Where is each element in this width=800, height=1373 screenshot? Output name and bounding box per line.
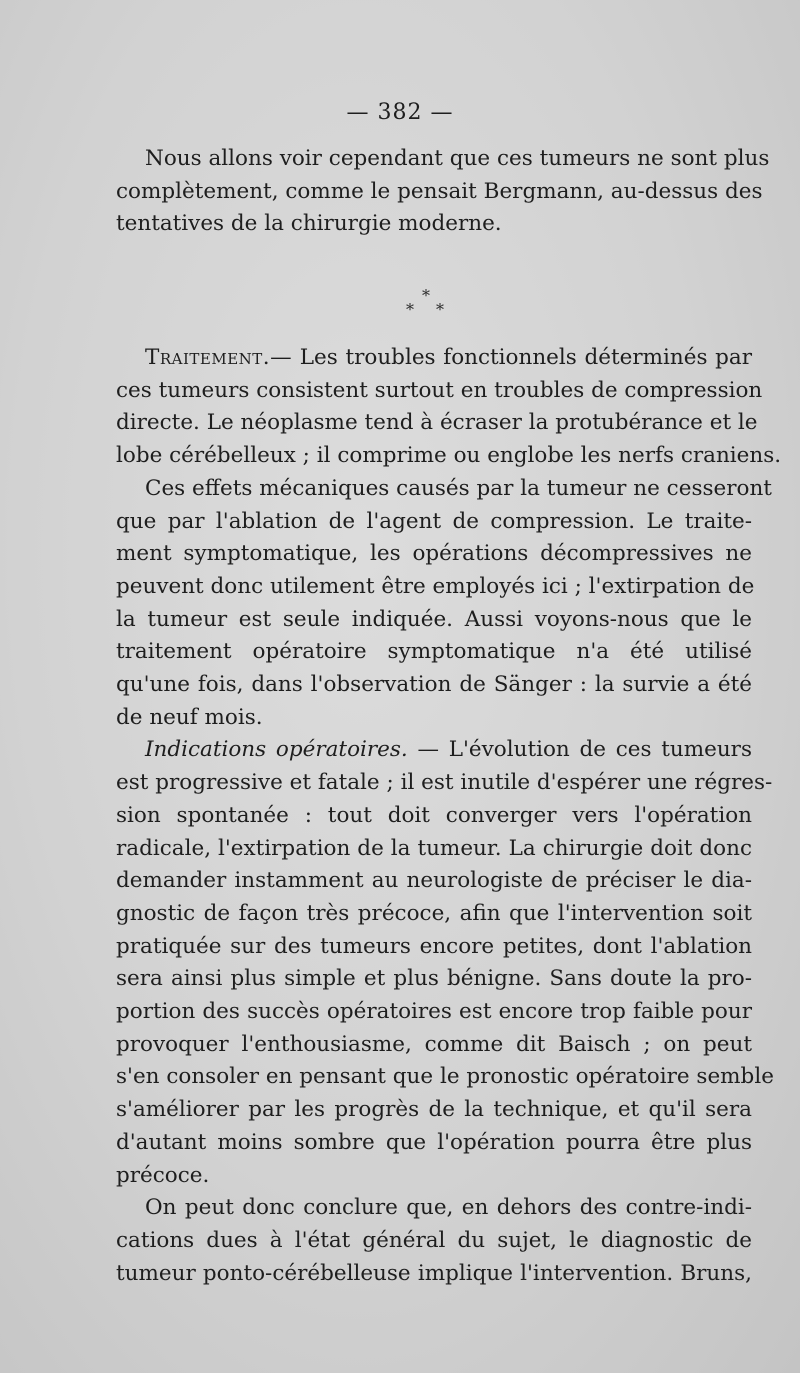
text-line: d'autant moins sombre que l'opération pourra être plus — [116, 1129, 752, 1155]
asterisk-mark: * — [436, 300, 444, 319]
text-line: Nous allons voir cependant que ces tumeurs ne sont plus — [145, 146, 770, 171]
text-line: demander instamment au neurologiste de préciser le dia- — [116, 868, 752, 894]
text-line: sera ainsi plus simple et plus bénigne. Sans doute la pro- — [116, 966, 752, 992]
text-line: directe. Le néoplasme tend à écraser la protubérance et le — [116, 410, 758, 436]
text-line: est progressive et fatale ; il est inutile d'espérer une régres- — [116, 770, 773, 796]
asterisk-mark: * — [422, 286, 430, 305]
section-heading-indications: Indications opératoires. — [145, 737, 408, 763]
text-line: sion spontanée : tout doit converger vers l'opération — [116, 802, 752, 828]
text-line: s'en consoler en pensant que le pronostic opératoire semble — [116, 1064, 774, 1090]
text-line: lobe cérébelleux ; il comprime ou englobe les nerfs craniens. — [116, 443, 782, 469]
text-fragment: — L'évolution de ces tumeurs — [407, 737, 752, 763]
asterisk-mark: * — [406, 300, 414, 319]
text-line: s'améliorer par les progrès de la technique, et qu'il sera — [116, 1097, 752, 1123]
section-heading-traitement: Traitement.— — [145, 345, 293, 370]
text-line: tumeur ponto-cérébelleuse implique l'intervention. Bruns, — [116, 1260, 752, 1286]
section-separator-asterism — [400, 286, 450, 326]
text-line: complètement, comme le pensait Bergmann, au-dessus des — [116, 178, 763, 204]
intro-paragraph — [116, 143, 770, 241]
text-line: que par l'ablation de l'agent de compression. Le traite- — [116, 508, 752, 534]
text-line: Ces effets mécaniques causés par la tumeur ne cesseront — [145, 475, 772, 501]
page-number: — 382 — — [346, 100, 454, 125]
text-fragment: Les troubles fonctionnels déterminés par — [292, 345, 752, 370]
text-line: provoquer l'enthousiasme, comme dit Baisch ; on peut — [116, 1031, 752, 1057]
text-line: précoce. — [116, 1162, 210, 1188]
text-line: ces tumeurs consistent surtout en troubles de compression — [116, 377, 763, 403]
text-line: de neuf mois. — [116, 704, 263, 730]
text-line: pratiquée sur des tumeurs encore petites, dont l'ablation — [116, 933, 752, 959]
text-line: On peut donc conclure que, en dehors des contre-indi- — [145, 1195, 752, 1221]
text-line: ment symptomatique, les opérations décompressives ne — [116, 541, 752, 567]
text-line: peuvent donc utilement être employés ici ; l'extirpation de — [116, 573, 755, 599]
text-line: portion des succès opératoires est encore trop faible pour — [116, 999, 752, 1025]
text-line: tentatives de la chirurgie moderne. — [116, 211, 502, 237]
text-line: traitement opératoire symptomatique n'a été utilisé — [116, 639, 752, 665]
indications-first-line — [116, 734, 752, 767]
text-line: la tumeur est seule indiquée. Aussi voyons-nous que le — [116, 606, 752, 632]
text-line: cations dues à l'état général du sujet, le diagnostic de — [116, 1227, 752, 1253]
text-line: radicale, l'extirpation de la tumeur. La chirurgie doit donc — [116, 835, 752, 861]
text-line: gnostic de façon très précoce, afin que l'intervention soit — [116, 900, 752, 926]
body-text — [116, 342, 782, 1290]
text-line: qu'une fois, dans l'observation de Sänger : la survie a été — [116, 672, 752, 698]
traitement-first-line — [116, 342, 752, 375]
